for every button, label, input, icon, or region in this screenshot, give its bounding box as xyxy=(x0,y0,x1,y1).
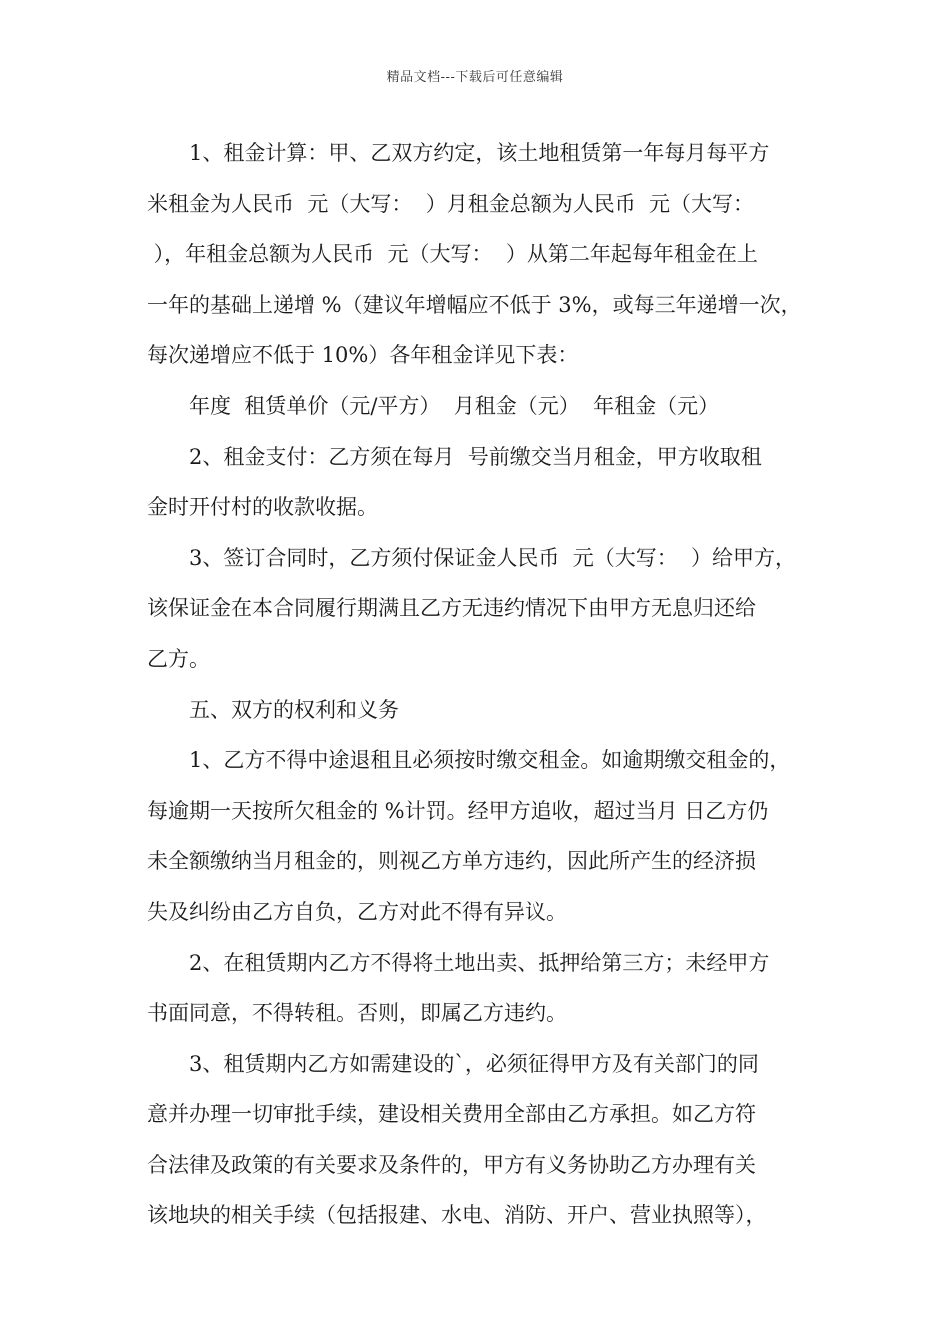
paragraph xyxy=(147,1039,819,1241)
text-line: 年度 租赁单价（元/平方） 月租金（元） 年租金（元） xyxy=(189,393,720,418)
paragraph xyxy=(147,128,819,381)
text-line: 书面同意，不得转租。否则，即属乙方违约。 xyxy=(147,1001,567,1026)
text-line: 意并办理一切审批手续，建设相关费用全部由乙方承担。如乙方符 xyxy=(147,1102,756,1127)
paragraph xyxy=(147,685,819,736)
text-line: 1、租金计算：甲、乙双方约定，该土地租赁第一年每月每平方 xyxy=(189,141,770,165)
text-line: 米租金为人民币 元（大写： ）月租金总额为人民币 元（大写： xyxy=(147,191,755,216)
text-line: 五、双方的权利和义务 xyxy=(189,697,399,722)
text-line: ），年租金总额为人民币 元（大写： ）从第二年起每年租金在上 xyxy=(147,242,758,267)
text-line: 该地块的相关手续（包括报建、水电、消防、开户、营业执照等）， xyxy=(147,1203,767,1228)
text-line: 失及纠纷由乙方自负，乙方对此不得有异议。 xyxy=(147,899,567,924)
text-line: 未全额缴纳当月租金的，则视乙方单方违约，因此所产生的经济损 xyxy=(147,849,756,874)
text-line: 每逾期一天按所欠租金的 %计罚。经甲方追收，超过当月 日乙方仍 xyxy=(147,798,769,823)
text-line: 合法律及政策的有关要求及条件的，甲方有义务协助乙方办理有关 xyxy=(147,1152,756,1177)
text-line: 1、乙方不得中途退租且必须按时缴交租金。如逾期缴交租金的， xyxy=(189,748,791,773)
text-line: 该保证金在本合同履行期满且乙方无违约情况下由甲方无息归还给 xyxy=(147,596,756,621)
text-line: 乙方。 xyxy=(147,646,210,671)
page-header: 精品文档---下载后可任意编辑 xyxy=(386,70,564,85)
paragraph xyxy=(147,533,819,685)
text-line: 2、在租赁期内乙方不得将土地出卖、抵押给第三方；未经甲方 xyxy=(189,950,770,975)
paragraph xyxy=(147,432,819,533)
text-line: 一年的基础上递增 %（建议年增幅应不低于 3%，或每三年递增一次， xyxy=(147,292,802,317)
paragraph xyxy=(147,938,819,1039)
text-line: 金时开付村的收款收据。 xyxy=(147,495,378,520)
text-line: 3、签订合同时，乙方须付保证金人民币 元（大写： ）给甲方， xyxy=(189,545,797,570)
text-line: 每次递增应不低于 10%）各年租金详见下表： xyxy=(147,343,579,368)
document-body xyxy=(147,128,819,1241)
paragraph xyxy=(147,735,819,937)
text-line: 3、租赁期内乙方如需建设的`，必须征得甲方及有关部门的同 xyxy=(189,1051,759,1076)
paragraph xyxy=(147,381,819,432)
text-line: 2、租金支付：乙方须在每月 号前缴交当月租金，甲方收取租 xyxy=(189,444,762,469)
